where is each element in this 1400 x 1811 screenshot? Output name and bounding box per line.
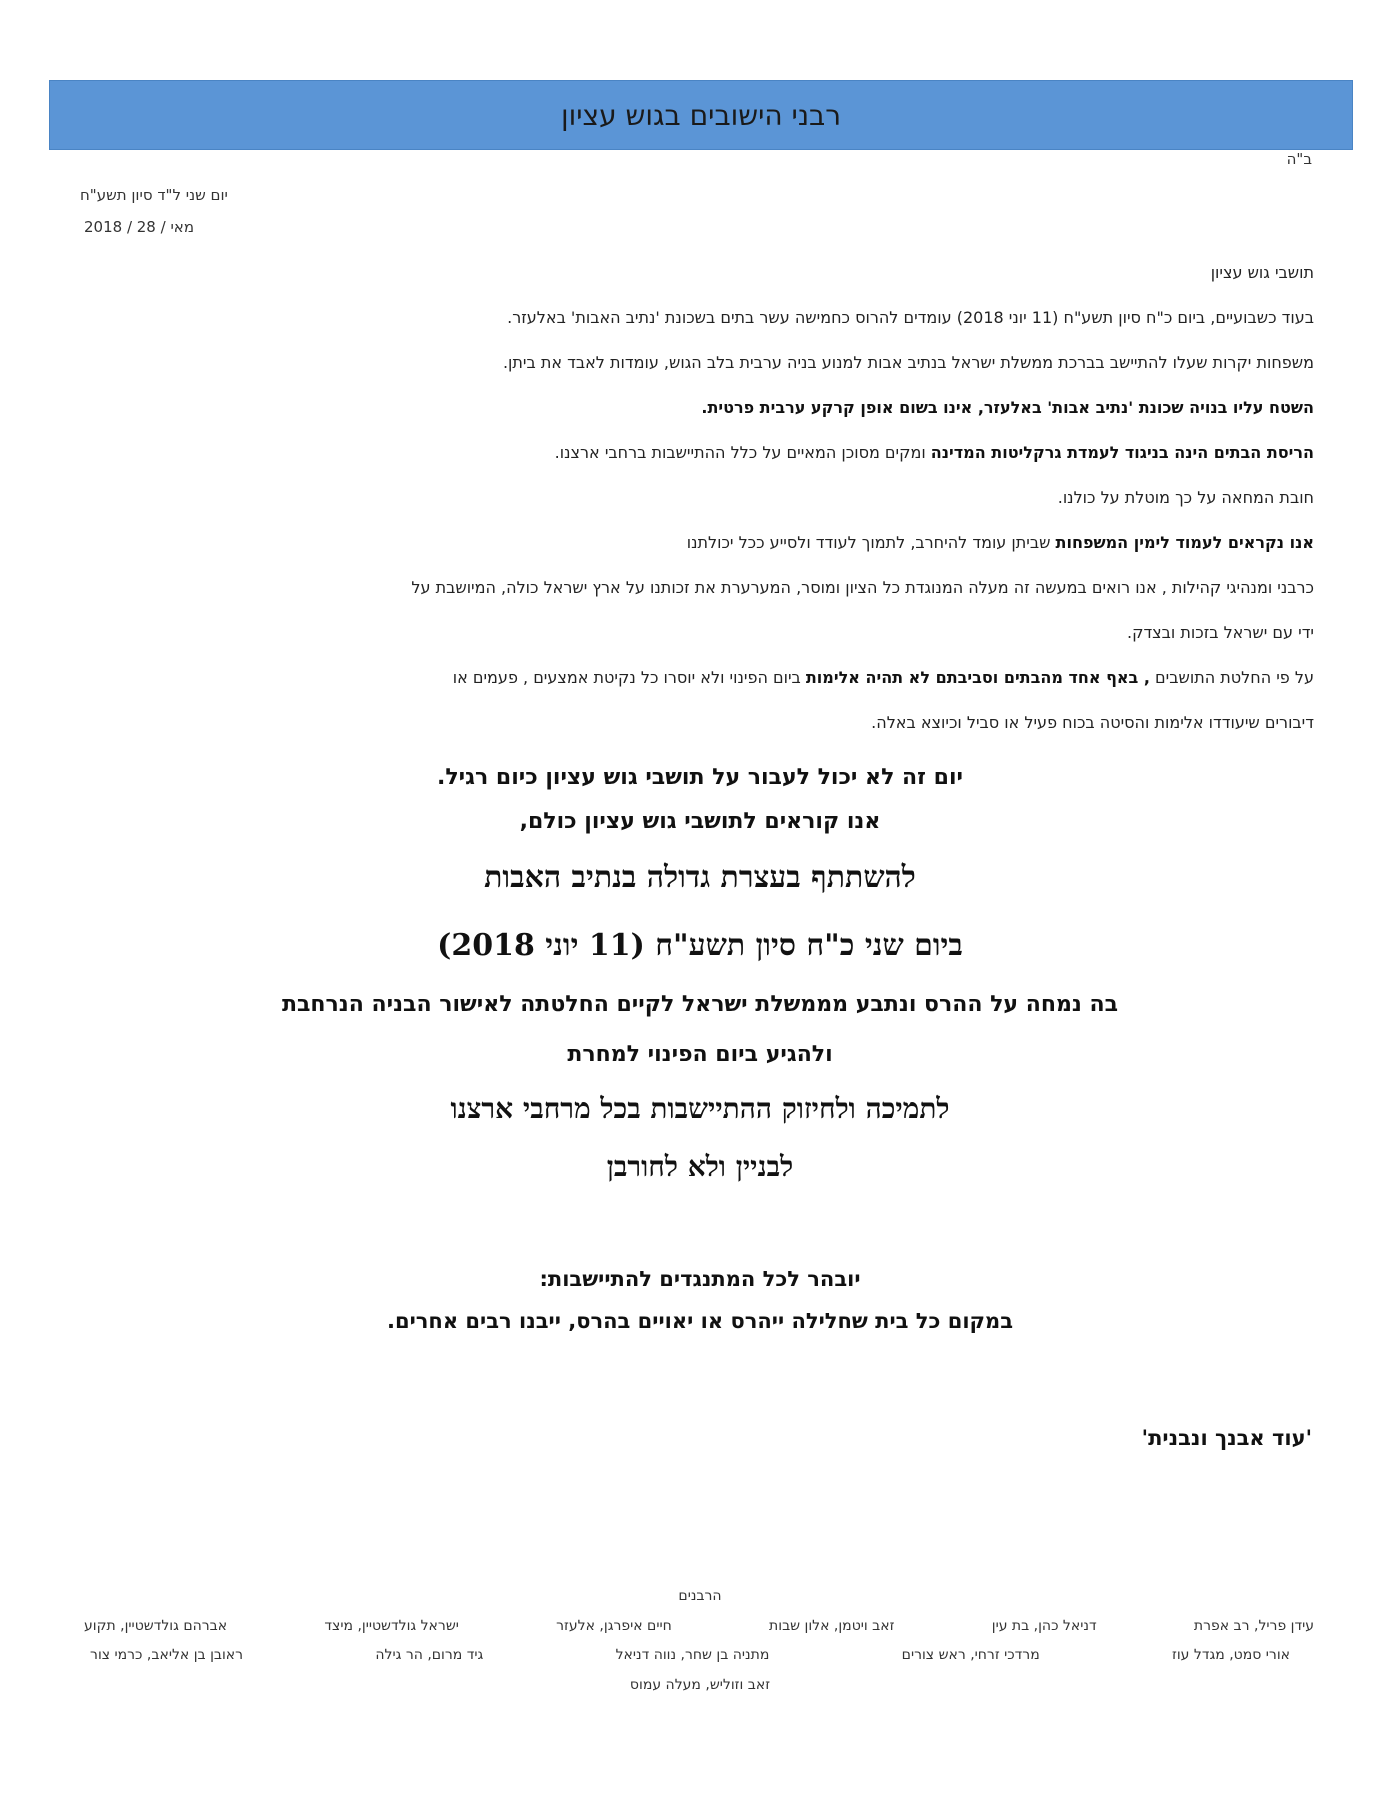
body-paragraph: [84, 295, 1314, 340]
rabbi-name: אברהם גולדשטיין, תקוע: [84, 1618, 228, 1634]
call-line-8: לבניין ולא לחורבן: [606, 1150, 794, 1183]
text-run: כרבני ומנהיגי קהילות , אנו רואים במעשה זה מעלה המנוגדת כל הציון ומוסר, המערערת את זכותנו על ארץ ישראל כולה, המיושבת על: [411, 578, 1314, 597]
rabbi-name: ראובן בן אליאב, כרמי צור: [90, 1647, 244, 1663]
rabbi-name: גיד מרום, הר גילה: [375, 1647, 484, 1663]
call-line-1: יום זה לא יכול לעבור על תושבי גוש עציון כיום רגיל.: [437, 765, 963, 790]
rabbi-name: זאב ויטמן, אלון שבות: [769, 1618, 895, 1634]
rabbi-name: חיים איפרגן, אלעזר: [556, 1618, 672, 1634]
body-paragraph: [84, 430, 1314, 475]
call-line-5: בה נמחה על ההרס ונתבע מממשלת ישראל לקיים החלטתה לאישור הבניה הנרחבת: [281, 992, 1119, 1017]
bold-text: אנו נקראים לעמוד לימין המשפחות: [1055, 533, 1314, 552]
text-run: דיבורים שיעודדו אלימות והסיטה בכוח פעיל או סביל וכיוצא באלה.: [871, 713, 1314, 732]
text-run: ומקים מסוכן המאיים על כלל ההתיישבות ברחבי ארצנו.: [554, 443, 931, 462]
text-run: תושבי גוש עציון: [1210, 263, 1314, 282]
call-headline: להשתתף בעצרת גדולה בנתיב האבות: [484, 860, 916, 895]
text-run: בעוד כשבועיים, ביום כ"ח סיון תשע"ח (11 יוני 2018) עומדים להרוס כחמישה עשר בתים בשכונת 'נתיב האבות' באלעזר.: [507, 308, 1314, 327]
warning-line-1: יובהר לכל המתנגדים להתיישבות:: [539, 1267, 861, 1291]
call-line-6: ולהגיע ביום הפינוי למחרת: [567, 1042, 833, 1067]
body-paragraph: [84, 700, 1314, 745]
rabbi-last: זאב וזוליש, מעלה עמוס: [629, 1677, 771, 1693]
text-run: חובת המחאה על כך מוטלת על כולנו.: [1057, 488, 1314, 507]
bold-text: השטח עליו בנויה שכונת 'נתיב אבות' באלעזר, אינו בשום אופן קרקע ערבית פרטית.: [701, 398, 1314, 417]
text-run: על פי החלטת התושבים: [1149, 668, 1314, 687]
body-paragraph: [84, 385, 1314, 430]
rabbi-name: עידן פריל, רב אפרת: [1193, 1618, 1314, 1634]
body-paragraph: [84, 475, 1314, 520]
warning-block: [150, 1258, 1250, 1342]
call-line-7: לתמיכה ולחיזוק ההתיישבות בכל מרחבי ארצנו: [450, 1092, 950, 1125]
body-paragraph: [84, 610, 1314, 655]
call-line-2: אנו קוראים לתושבי גוש עציון כולם,: [519, 809, 881, 834]
warning-line-2: במקום כל בית שחלילה ייהרס או יאויים בהרס, ייבנו רבים אחרים.: [386, 1309, 1013, 1333]
rabbi-name: אורי סמט, מגדל עוז: [1172, 1647, 1290, 1663]
rabbi-name: מרדכי זרחי, ראש צורים: [901, 1647, 1040, 1663]
bold-text: , באף אחד מהבתים וסביבתם לא תהיה אלימות: [805, 668, 1150, 687]
call-block: [150, 756, 1250, 1196]
text-run: ידי עם ישראל בזכות ובצדק.: [1127, 623, 1314, 642]
call-date: ביום שני כ"ח סיון תשע"ח (11 יוני 2018): [437, 928, 963, 963]
body-paragraph: [84, 520, 1314, 565]
rabbi-name: ישראל גולדשטיין, מיצד: [324, 1618, 459, 1634]
date-hebrew: יום שני ל"ד סיון תשע"ח: [80, 186, 228, 204]
text-run: שביתן עומד להיחרב, לתמוך לעודד ולסייע ככל יכולתנו: [686, 533, 1056, 552]
rabbi-name: דניאל כהן, בת עין: [991, 1618, 1097, 1634]
body-paragraph: [84, 565, 1314, 610]
rabbis-row-1: [84, 1618, 1314, 1634]
closing-quote: 'עוד אבנך ונבנית': [1141, 1426, 1312, 1450]
text-run: משפחות יקרות שעלו להתיישב בברכת ממשלת ישראל בנתיב אבות למנוע בניה ערבית בלב הגוש, עומדות לאבד את ביתן.: [502, 353, 1314, 372]
header-banner: [49, 80, 1353, 150]
bh-mark: ב"ה: [1286, 150, 1312, 168]
rabbis-title: הרבנים: [678, 1588, 722, 1604]
banner-title: רבני הישובים בגוש עציון: [560, 98, 842, 132]
body-paragraph: [84, 340, 1314, 385]
bold-text: הריסת הבתים הינה בניגוד לעמדת גרקליטות המדינה: [930, 443, 1314, 462]
rabbi-name: מתניה בן שחר, נווה דניאל: [615, 1647, 770, 1663]
date-gregorian: 2018 / מאי / 28: [84, 218, 195, 236]
body-paragraph: [84, 250, 1314, 295]
body-paragraph: [84, 655, 1314, 700]
rabbis-row-2: [90, 1647, 1290, 1663]
body-text: [84, 250, 1314, 745]
text-run: ביום הפינוי ולא יוסרו כל נקיטת אמצעים , פעמים או: [452, 668, 806, 687]
